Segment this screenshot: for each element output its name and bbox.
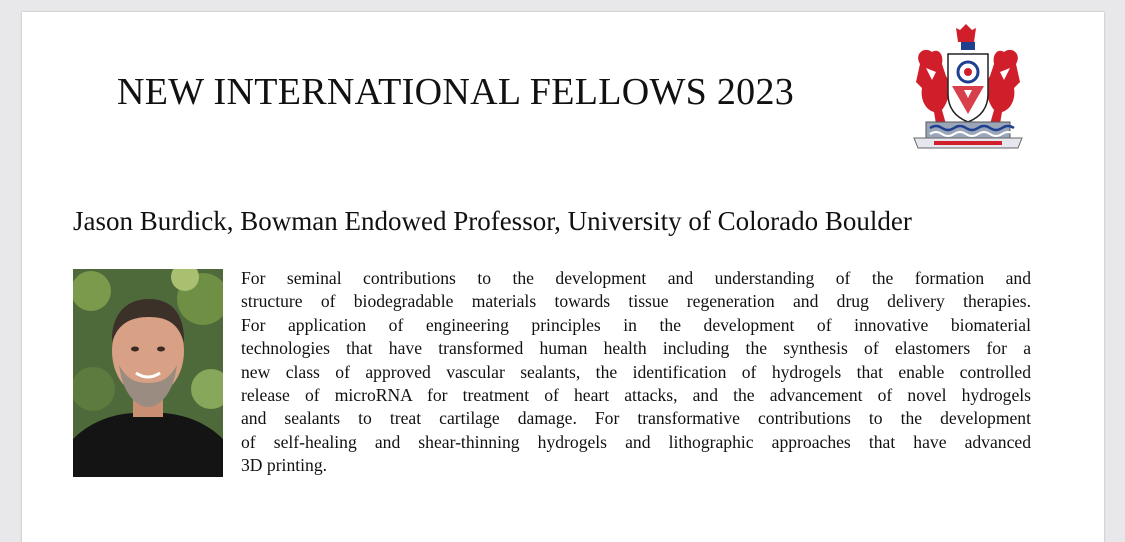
document-page [22, 12, 1104, 542]
citation-line: and sealants to treat cartilage damage. For transformative contributions to the development [241, 408, 1031, 429]
citation-line: 3D printing. [241, 455, 328, 476]
citation-line: structure of biodegradable materials towards tissue regeneration and drug delivery therapies. [241, 291, 1031, 312]
portrait-photo [73, 269, 223, 477]
coat-of-arms-crest-icon [906, 24, 1030, 152]
citation-line: For application of engineering principles in the development of innovative biomaterial [241, 314, 1031, 335]
citation-line: of self-healing and shear-thinning hydrogels and lithographic approaches that have advanced [241, 431, 1031, 452]
citation-line: technologies that have transformed human health including the synthesis of elastomers for a [241, 338, 1031, 359]
citation-line: For seminal contributions to the development and understanding of the formation and [241, 268, 1031, 288]
page-title: NEW INTERNATIONAL FELLOWS 2023 [117, 71, 795, 113]
citation-line: release of microRNA for treatment of heart attacks, and the advancement of novel hydrogels [241, 385, 1031, 406]
citation-text [241, 267, 1031, 478]
citation-line: new class of approved vascular sealants, the identification of hydrogels that enable controlled [241, 361, 1031, 382]
fellow-heading: Jason Burdick, Bowman Endowed Professor, University of Colorado Boulder [73, 206, 912, 236]
